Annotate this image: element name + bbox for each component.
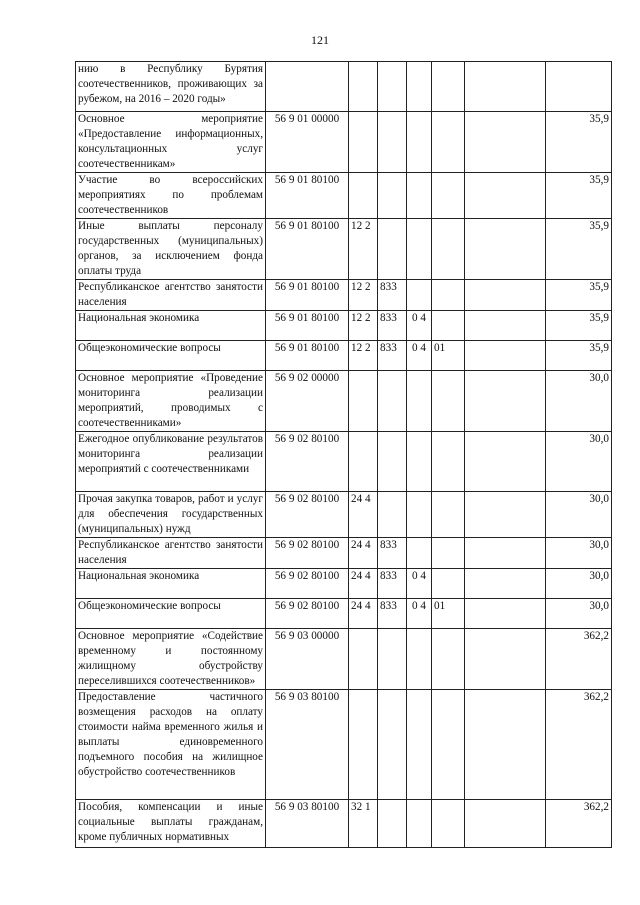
row-expense-type [349,432,378,492]
row-name: Пособия, компенсации и иные социальные выплаты гражданам, кроме публичных нормативных [76,800,266,848]
row-section [407,219,432,280]
row-amount: 30,0 [546,371,612,432]
row-target-code: 56 9 02 80100 [266,432,349,492]
row-expense-type [349,629,378,690]
row-blank [465,311,546,341]
row-name: Прочая закупка товаров, работ и услуг для обеспечения государственных (муниципальных) нужд [76,492,266,538]
row-name: Национальная экономика [76,311,266,341]
row-section: 0 4 [407,569,432,599]
row-ministry-code [378,62,407,112]
row-amount: 30,0 [546,599,612,629]
row-expense-type [349,112,378,173]
row-blank [465,538,546,569]
row-target-code: 56 9 01 80100 [266,341,349,371]
row-amount: 35,9 [546,280,612,311]
row-target-code [266,62,349,112]
row-subsection [432,800,465,848]
row-blank [465,599,546,629]
row-subsection [432,569,465,599]
row-target-code: 56 9 01 00000 [266,112,349,173]
table-row [76,173,612,219]
table-row [76,341,612,371]
row-amount: 30,0 [546,432,612,492]
row-expense-type [349,62,378,112]
row-target-code: 56 9 01 80100 [266,173,349,219]
row-subsection [432,173,465,219]
row-section [407,112,432,173]
row-subsection [432,432,465,492]
row-subsection [432,538,465,569]
row-section: 0 4 [407,341,432,371]
row-blank [465,629,546,690]
page-number: 121 [311,33,329,47]
row-blank [465,173,546,219]
row-blank [465,432,546,492]
row-section [407,371,432,432]
row-ministry-code [378,629,407,690]
row-name: Основное мероприятие «Содействие временному и постоянному жилищному обустройству переселившихся соотечественников» [76,629,266,690]
table-row [76,219,612,280]
row-name: Ежегодное опубликование результатов мониторинга реализации мероприятий с соотечественниками [76,432,266,492]
row-amount: 362,2 [546,629,612,690]
table-row [76,569,612,599]
row-expense-type [349,371,378,432]
row-ministry-code [378,432,407,492]
row-ministry-code: 833 [378,280,407,311]
row-expense-type: 12 2 [349,219,378,280]
row-name: Иные выплаты персоналу государственных (муниципальных) органов, за исключением фонда оплаты труда [76,219,266,280]
row-ministry-code [378,219,407,280]
row-amount: 30,0 [546,569,612,599]
row-subsection [432,311,465,341]
row-name: Общеэкономические вопросы [76,599,266,629]
budget-table [75,61,612,848]
row-target-code: 56 9 02 80100 [266,569,349,599]
table-row [76,371,612,432]
row-blank [465,219,546,280]
row-subsection [432,280,465,311]
row-section [407,800,432,848]
row-ministry-code: 833 [378,599,407,629]
row-blank [465,371,546,432]
row-ministry-code [378,112,407,173]
row-name: Общеэкономические вопросы [76,341,266,371]
row-subsection [432,112,465,173]
row-expense-type: 24 4 [349,492,378,538]
row-name: Предоставление частичного возмещения расходов на оплату стоимости найма временного жилья и выплаты единовременного подъемного пособия на жилищное обустройство соотечественников [76,690,266,800]
table-row [76,62,612,112]
row-subsection: 01 [432,341,465,371]
row-amount: 30,0 [546,492,612,538]
row-section [407,173,432,219]
row-target-code: 56 9 02 80100 [266,599,349,629]
row-section [407,62,432,112]
row-amount: 35,9 [546,112,612,173]
row-ministry-code [378,173,407,219]
table-row [76,690,612,800]
row-blank [465,569,546,599]
row-ministry-code: 833 [378,341,407,371]
row-blank [465,690,546,800]
row-section [407,538,432,569]
row-section [407,492,432,538]
row-subsection [432,690,465,800]
row-ministry-code: 833 [378,311,407,341]
row-ministry-code: 833 [378,569,407,599]
row-name: Национальная экономика [76,569,266,599]
row-ministry-code [378,800,407,848]
row-subsection [432,219,465,280]
row-expense-type: 32 1 [349,800,378,848]
table-row [76,599,612,629]
row-expense-type: 12 2 [349,341,378,371]
row-blank [465,492,546,538]
row-name: Участие во всероссийских мероприятиях по проблемам соотечественников [76,173,266,219]
row-target-code: 56 9 01 80100 [266,219,349,280]
row-section [407,280,432,311]
row-amount: 362,2 [546,800,612,848]
row-name: Основное мероприятие «Проведение мониторинга реализации мероприятий, проводимых с соотечественниками» [76,371,266,432]
row-expense-type: 12 2 [349,311,378,341]
row-blank [465,62,546,112]
row-ministry-code [378,690,407,800]
table-row [76,311,612,341]
row-amount: 35,9 [546,219,612,280]
row-subsection [432,629,465,690]
table-row [76,432,612,492]
row-amount: 35,9 [546,173,612,219]
row-amount: 30,0 [546,538,612,569]
row-amount: 362,2 [546,690,612,800]
row-expense-type: 24 4 [349,569,378,599]
row-subsection [432,62,465,112]
row-blank [465,112,546,173]
row-amount: 35,9 [546,311,612,341]
row-name: Основное мероприятие «Предоставление информационных, консультационных услуг соотечественникам» [76,112,266,173]
row-section: 0 4 [407,311,432,341]
row-section [407,432,432,492]
row-target-code: 56 9 01 80100 [266,280,349,311]
row-target-code: 56 9 03 00000 [266,629,349,690]
table-row [76,112,612,173]
row-ministry-code [378,492,407,538]
table-row [76,800,612,848]
row-target-code: 56 9 03 80100 [266,800,349,848]
row-blank [465,280,546,311]
row-expense-type [349,690,378,800]
row-name: нию в Республику Бурятия соотечественников, проживающих за рубежом, на 2016 – 2020 годы» [76,62,266,112]
row-section: 0 4 [407,599,432,629]
row-ministry-code [378,371,407,432]
row-name: Республиканское агентство занятости населения [76,538,266,569]
row-expense-type: 12 2 [349,280,378,311]
row-section [407,629,432,690]
row-subsection [432,492,465,538]
row-target-code: 56 9 02 80100 [266,538,349,569]
table-row [76,280,612,311]
row-target-code: 56 9 03 80100 [266,690,349,800]
table-row [76,492,612,538]
table-row [76,629,612,690]
row-expense-type: 24 4 [349,538,378,569]
row-section [407,690,432,800]
row-subsection: 01 [432,599,465,629]
row-amount: 35,9 [546,341,612,371]
row-target-code: 56 9 02 00000 [266,371,349,432]
row-target-code: 56 9 02 80100 [266,492,349,538]
row-target-code: 56 9 01 80100 [266,311,349,341]
row-expense-type: 24 4 [349,599,378,629]
row-blank [465,341,546,371]
row-name: Республиканское агентство занятости населения [76,280,266,311]
row-ministry-code: 833 [378,538,407,569]
row-blank [465,800,546,848]
row-expense-type [349,173,378,219]
row-amount [546,62,612,112]
table-row [76,538,612,569]
row-subsection [432,371,465,432]
